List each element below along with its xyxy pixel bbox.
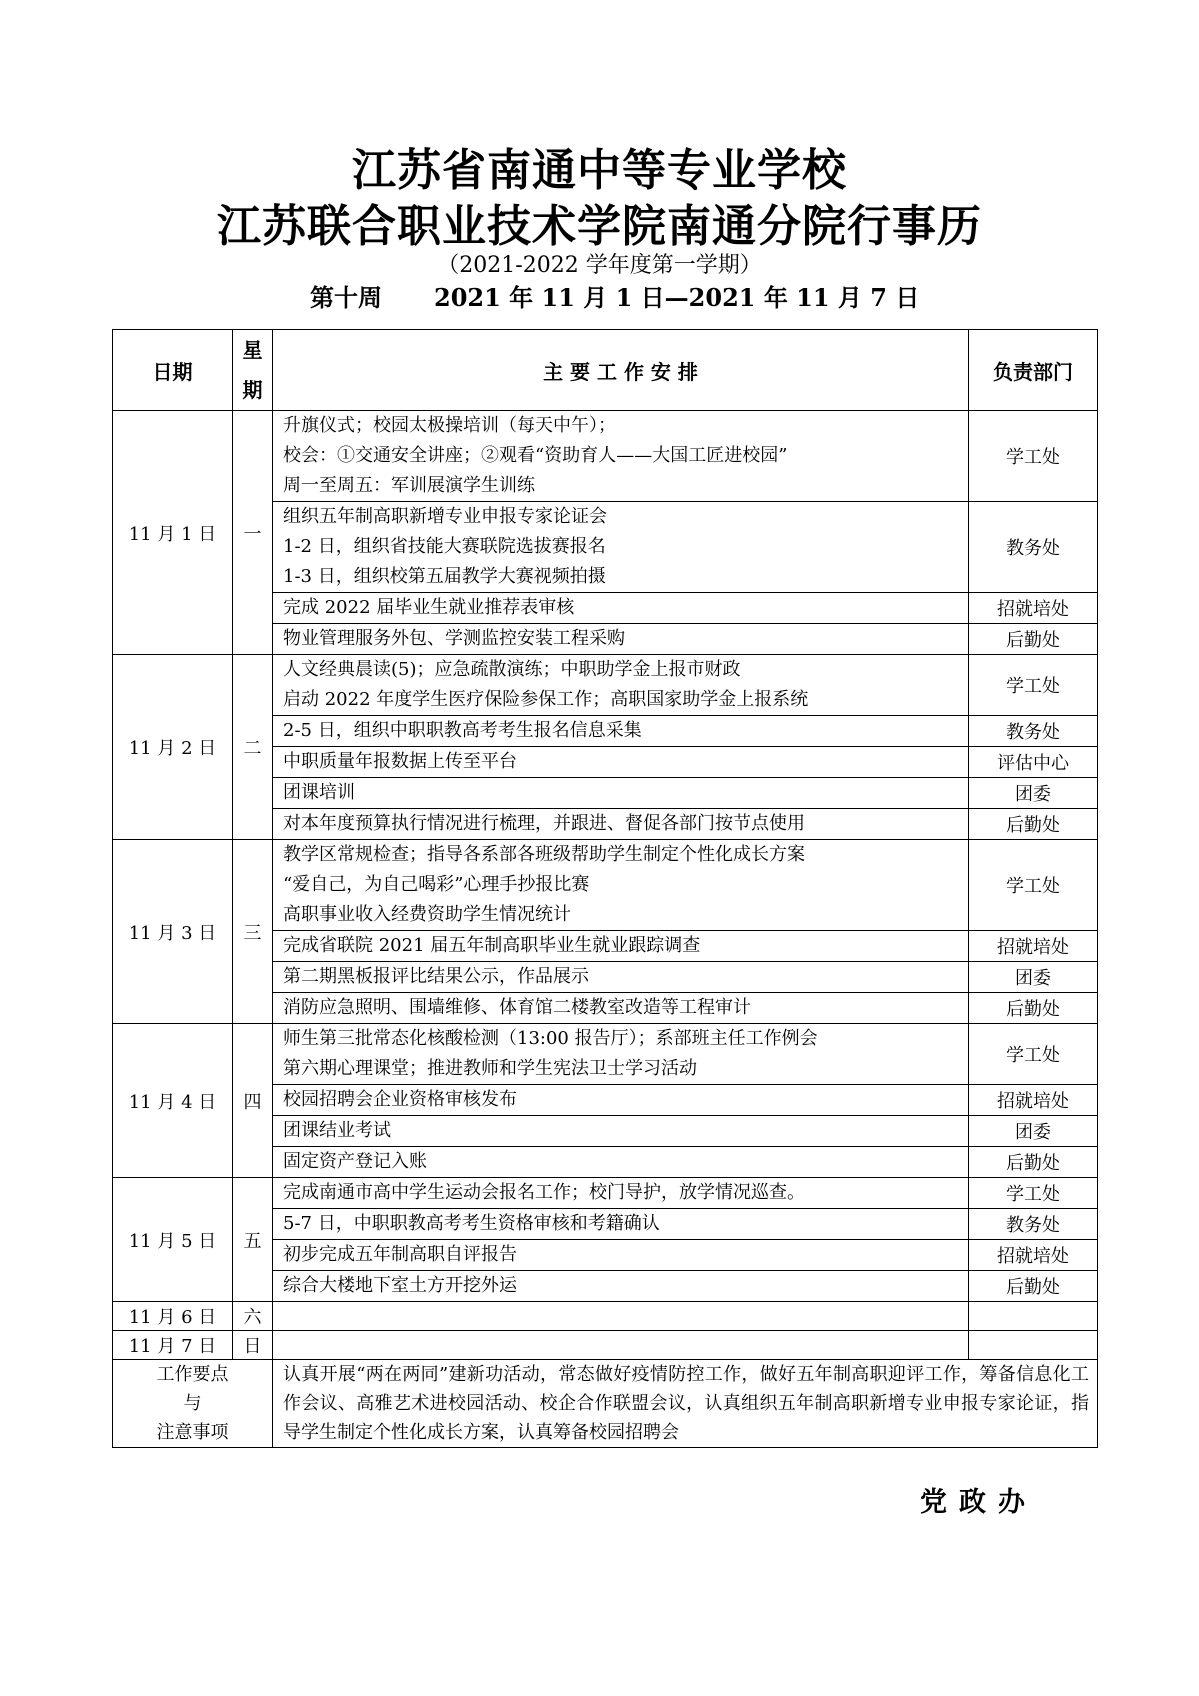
- task-line: 周一至周五：军训展演学生训练: [283, 475, 535, 496]
- task-line: 对本年度预算执行情况进行梳理，并跟进、督促各部门按节点使用: [283, 813, 805, 834]
- dept-cell: 团委: [969, 778, 1098, 809]
- notes-text: 认真开展“两在两同”建新功活动，常态做好疫情防控工作，做好五年制高职迎评工作，筹备信息化工作会议、高雅艺术进校园活动、校企合作联盟会议，认真组织五年制高职新增专业申报专家论证，指导学生制定个性化成长方案，认真筹备校园招聘会: [273, 1360, 1098, 1448]
- notes-label-line: 与: [183, 1393, 202, 1414]
- weekday-cell: 二: [233, 655, 273, 840]
- notes-label-line: 工作要点: [156, 1364, 229, 1385]
- date-cell: 11 月 5 日: [113, 1178, 233, 1302]
- notes-row: [113, 1360, 1098, 1448]
- task-cell: [273, 1085, 969, 1116]
- date-cell: 11 月 6 日: [113, 1302, 233, 1331]
- dept-cell: [969, 1331, 1098, 1360]
- task-line: 固定资产登记入账: [283, 1151, 427, 1172]
- header-dept: 负责部门: [969, 330, 1098, 411]
- task-cell: [273, 655, 969, 716]
- dept-cell: 招就培处: [969, 931, 1098, 962]
- dept-cell: 学工处: [969, 411, 1098, 502]
- table-row: [113, 1024, 1098, 1085]
- weekday-cell: 日: [233, 1331, 273, 1360]
- task-line: 综合大楼地下室土方开挖外运: [283, 1275, 517, 1296]
- date-cell: 11 月 1 日: [113, 411, 233, 655]
- task-line: 第二期黑板报评比结果公示，作品展示: [283, 966, 589, 987]
- task-line: “爱自己，为自己喝彩”心理手抄报比赛: [283, 874, 590, 895]
- dept-cell: 后勤处: [969, 1147, 1098, 1178]
- dept-cell: 后勤处: [969, 624, 1098, 655]
- schedule-table: [112, 329, 1098, 1448]
- term-subtitle: （2021-2022 学年度第一学期）: [437, 253, 762, 278]
- notes-label: [113, 1360, 273, 1448]
- task-line: 第六期心理课堂；推进教师和学生宪法卫士学习活动: [283, 1058, 697, 1079]
- task-cell: [273, 1331, 969, 1360]
- dept-cell: 团委: [969, 962, 1098, 993]
- task-cell: [273, 593, 969, 624]
- task-cell: [273, 931, 969, 962]
- dept-cell: 评估中心: [969, 747, 1098, 778]
- task-line: 团课培训: [283, 782, 355, 803]
- header-weekday: [233, 330, 273, 411]
- table-row: [113, 1178, 1098, 1209]
- task-line: 1-3 日，组织校第五届教学大赛视频拍摄: [283, 566, 606, 587]
- task-line: 校园招聘会企业资格审核发布: [283, 1089, 517, 1110]
- task-line: 完成南通市高中学生运动会报名工作；校门导护，放学情况巡查。: [283, 1182, 805, 1203]
- dept-cell: 后勤处: [969, 809, 1098, 840]
- week-label: 第十周: [310, 283, 382, 312]
- dept-cell: 后勤处: [969, 993, 1098, 1024]
- date-cell: 11 月 7 日: [113, 1331, 233, 1360]
- header-date: 日期: [113, 330, 233, 411]
- header-task: 主 要 工 作 安 排: [273, 330, 969, 411]
- table-row: [113, 1302, 1098, 1331]
- task-cell: [273, 1147, 969, 1178]
- calendar-title: 江苏联合职业技术学院南通分院行事历: [217, 201, 982, 252]
- weekday-cell: 五: [233, 1178, 273, 1302]
- task-cell: [273, 747, 969, 778]
- task-cell: [273, 962, 969, 993]
- issuer-signature: 党政办: [920, 1487, 1037, 1518]
- task-cell: [273, 993, 969, 1024]
- weekday-cell: 四: [233, 1024, 273, 1178]
- dept-cell: 招就培处: [969, 593, 1098, 624]
- task-line: 完成省联院 2021 届五年制高职毕业生就业跟踪调查: [283, 935, 701, 956]
- weekday-cell: 三: [233, 840, 273, 1024]
- task-line: 2-5 日，组织中职职教高考考生报名信息采集: [283, 720, 642, 741]
- task-line: 人文经典晨读(5)；应急疏散演练；中职助学金上报市财政: [283, 659, 741, 680]
- task-line: 团课结业考试: [283, 1120, 391, 1141]
- task-cell: [273, 502, 969, 593]
- date-cell: 11 月 2 日: [113, 655, 233, 840]
- week-date-range: 2021 年 11 月 1 日—2021 年 11 月 7 日: [434, 283, 920, 312]
- weekday-cell: 一: [233, 411, 273, 655]
- table-row: [113, 1331, 1098, 1360]
- task-line: 5-7 日，中职职教高考考生资格审核和考籍确认: [283, 1213, 660, 1234]
- dept-cell: 招就培处: [969, 1085, 1098, 1116]
- schedule-body: [113, 411, 1098, 1360]
- task-line: 校会：①交通安全讲座；②观看“资助育人——大国工匠进校园”: [283, 445, 788, 466]
- task-line: 启动 2022 年度学生医疗保险参保工作；高职国家助学金上报系统: [283, 689, 809, 710]
- dept-cell: 学工处: [969, 1024, 1098, 1085]
- task-cell: [273, 1240, 969, 1271]
- school-title: 江苏省南通中等专业学校: [352, 145, 847, 196]
- dept-cell: 招就培处: [969, 1240, 1098, 1271]
- task-cell: [273, 624, 969, 655]
- task-line: 教学区常规检查；指导各系部各班级帮助学生制定个性化成长方案: [283, 844, 805, 865]
- task-cell: [273, 1271, 969, 1302]
- task-cell: [273, 1024, 969, 1085]
- task-cell: [273, 840, 969, 931]
- task-cell: [273, 1209, 969, 1240]
- task-line: 升旗仪式；校园太极操培训（每天中午）；: [283, 415, 616, 436]
- task-cell: [273, 1178, 969, 1209]
- task-line: 初步完成五年制高职自评报告: [283, 1244, 517, 1265]
- dept-cell: 教务处: [969, 1209, 1098, 1240]
- date-cell: 11 月 4 日: [113, 1024, 233, 1178]
- task-line: 物业管理服务外包、学测监控安装工程采购: [283, 628, 625, 649]
- dept-cell: 团委: [969, 1116, 1098, 1147]
- dept-cell: 后勤处: [969, 1271, 1098, 1302]
- task-line: 高职事业收入经费资助学生情况统计: [283, 904, 571, 925]
- task-line: [283, 1331, 968, 1359]
- task-cell: [273, 411, 969, 502]
- header-weekday-char-1: 星: [242, 338, 263, 362]
- task-cell: [273, 809, 969, 840]
- dept-cell: 学工处: [969, 840, 1098, 931]
- task-cell: [273, 716, 969, 747]
- task-line: 师生第三批常态化核酸检测（13:00 报告厅）；系部班主任工作例会: [283, 1028, 818, 1049]
- dept-cell: 教务处: [969, 716, 1098, 747]
- table-row: [113, 840, 1098, 931]
- dept-cell: 学工处: [969, 655, 1098, 716]
- task-cell: [273, 1302, 969, 1331]
- task-line: 完成 2022 届毕业生就业推荐表审核: [283, 597, 575, 618]
- task-line: 中职质量年报数据上传至平台: [283, 751, 517, 772]
- dept-cell: 学工处: [969, 1178, 1098, 1209]
- task-line: [283, 1302, 968, 1330]
- header-row: [113, 330, 1098, 411]
- table-row: [113, 411, 1098, 502]
- task-line: 1-2 日，组织省技能大赛联院选拔赛报名: [283, 536, 606, 557]
- task-cell: [273, 1116, 969, 1147]
- task-line: 消防应急照明、围墙维修、体育馆二楼教室改造等工程审计: [283, 997, 751, 1018]
- table-row: [113, 655, 1098, 716]
- dept-cell: 教务处: [969, 502, 1098, 593]
- date-cell: 11 月 3 日: [113, 840, 233, 1024]
- dept-cell: [969, 1302, 1098, 1331]
- task-cell: [273, 778, 969, 809]
- weekday-cell: 六: [233, 1302, 273, 1331]
- notes-label-line: 注意事项: [156, 1422, 229, 1443]
- header-weekday-char-2: 期: [242, 378, 263, 402]
- task-line: 组织五年制高职新增专业申报专家论证会: [283, 506, 607, 527]
